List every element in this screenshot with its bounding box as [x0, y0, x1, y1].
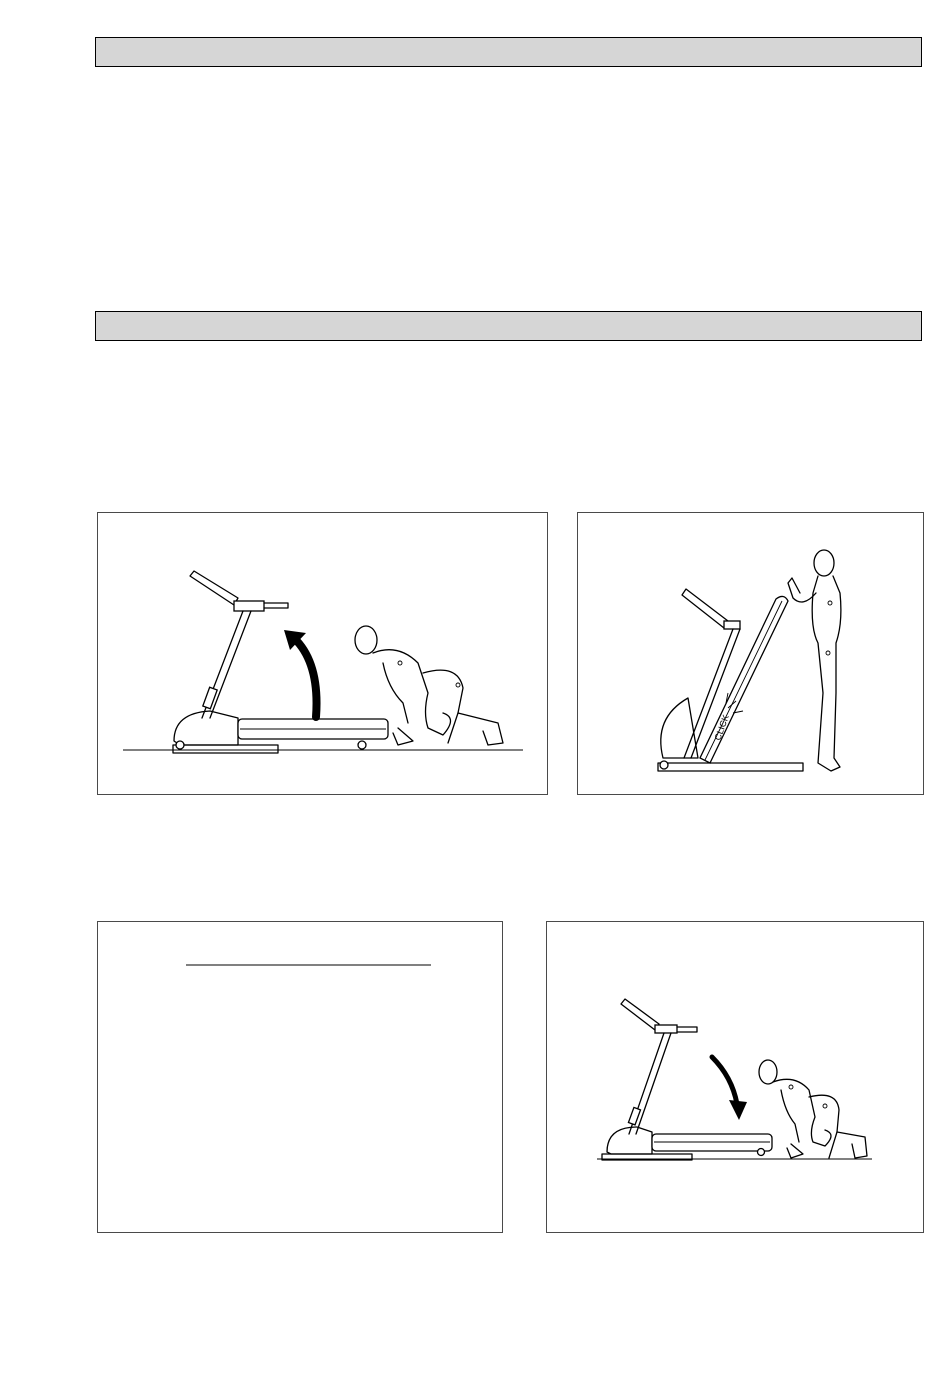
figure-release-lock: [97, 921, 503, 1233]
section-header-bar-2: [95, 311, 922, 341]
click-label: CLICK: [712, 713, 731, 742]
illustration-lock-upright: [578, 513, 923, 794]
illustration-release-lock-art: [98, 922, 502, 1232]
figure-lift-deck: [97, 512, 548, 795]
illustration-lower-deck: [547, 922, 923, 1232]
section-header-bar-1: [95, 37, 922, 67]
figure-lock-upright: [577, 512, 924, 795]
illustration-lift-deck: [98, 513, 547, 794]
figure-lower-deck: [546, 921, 924, 1233]
